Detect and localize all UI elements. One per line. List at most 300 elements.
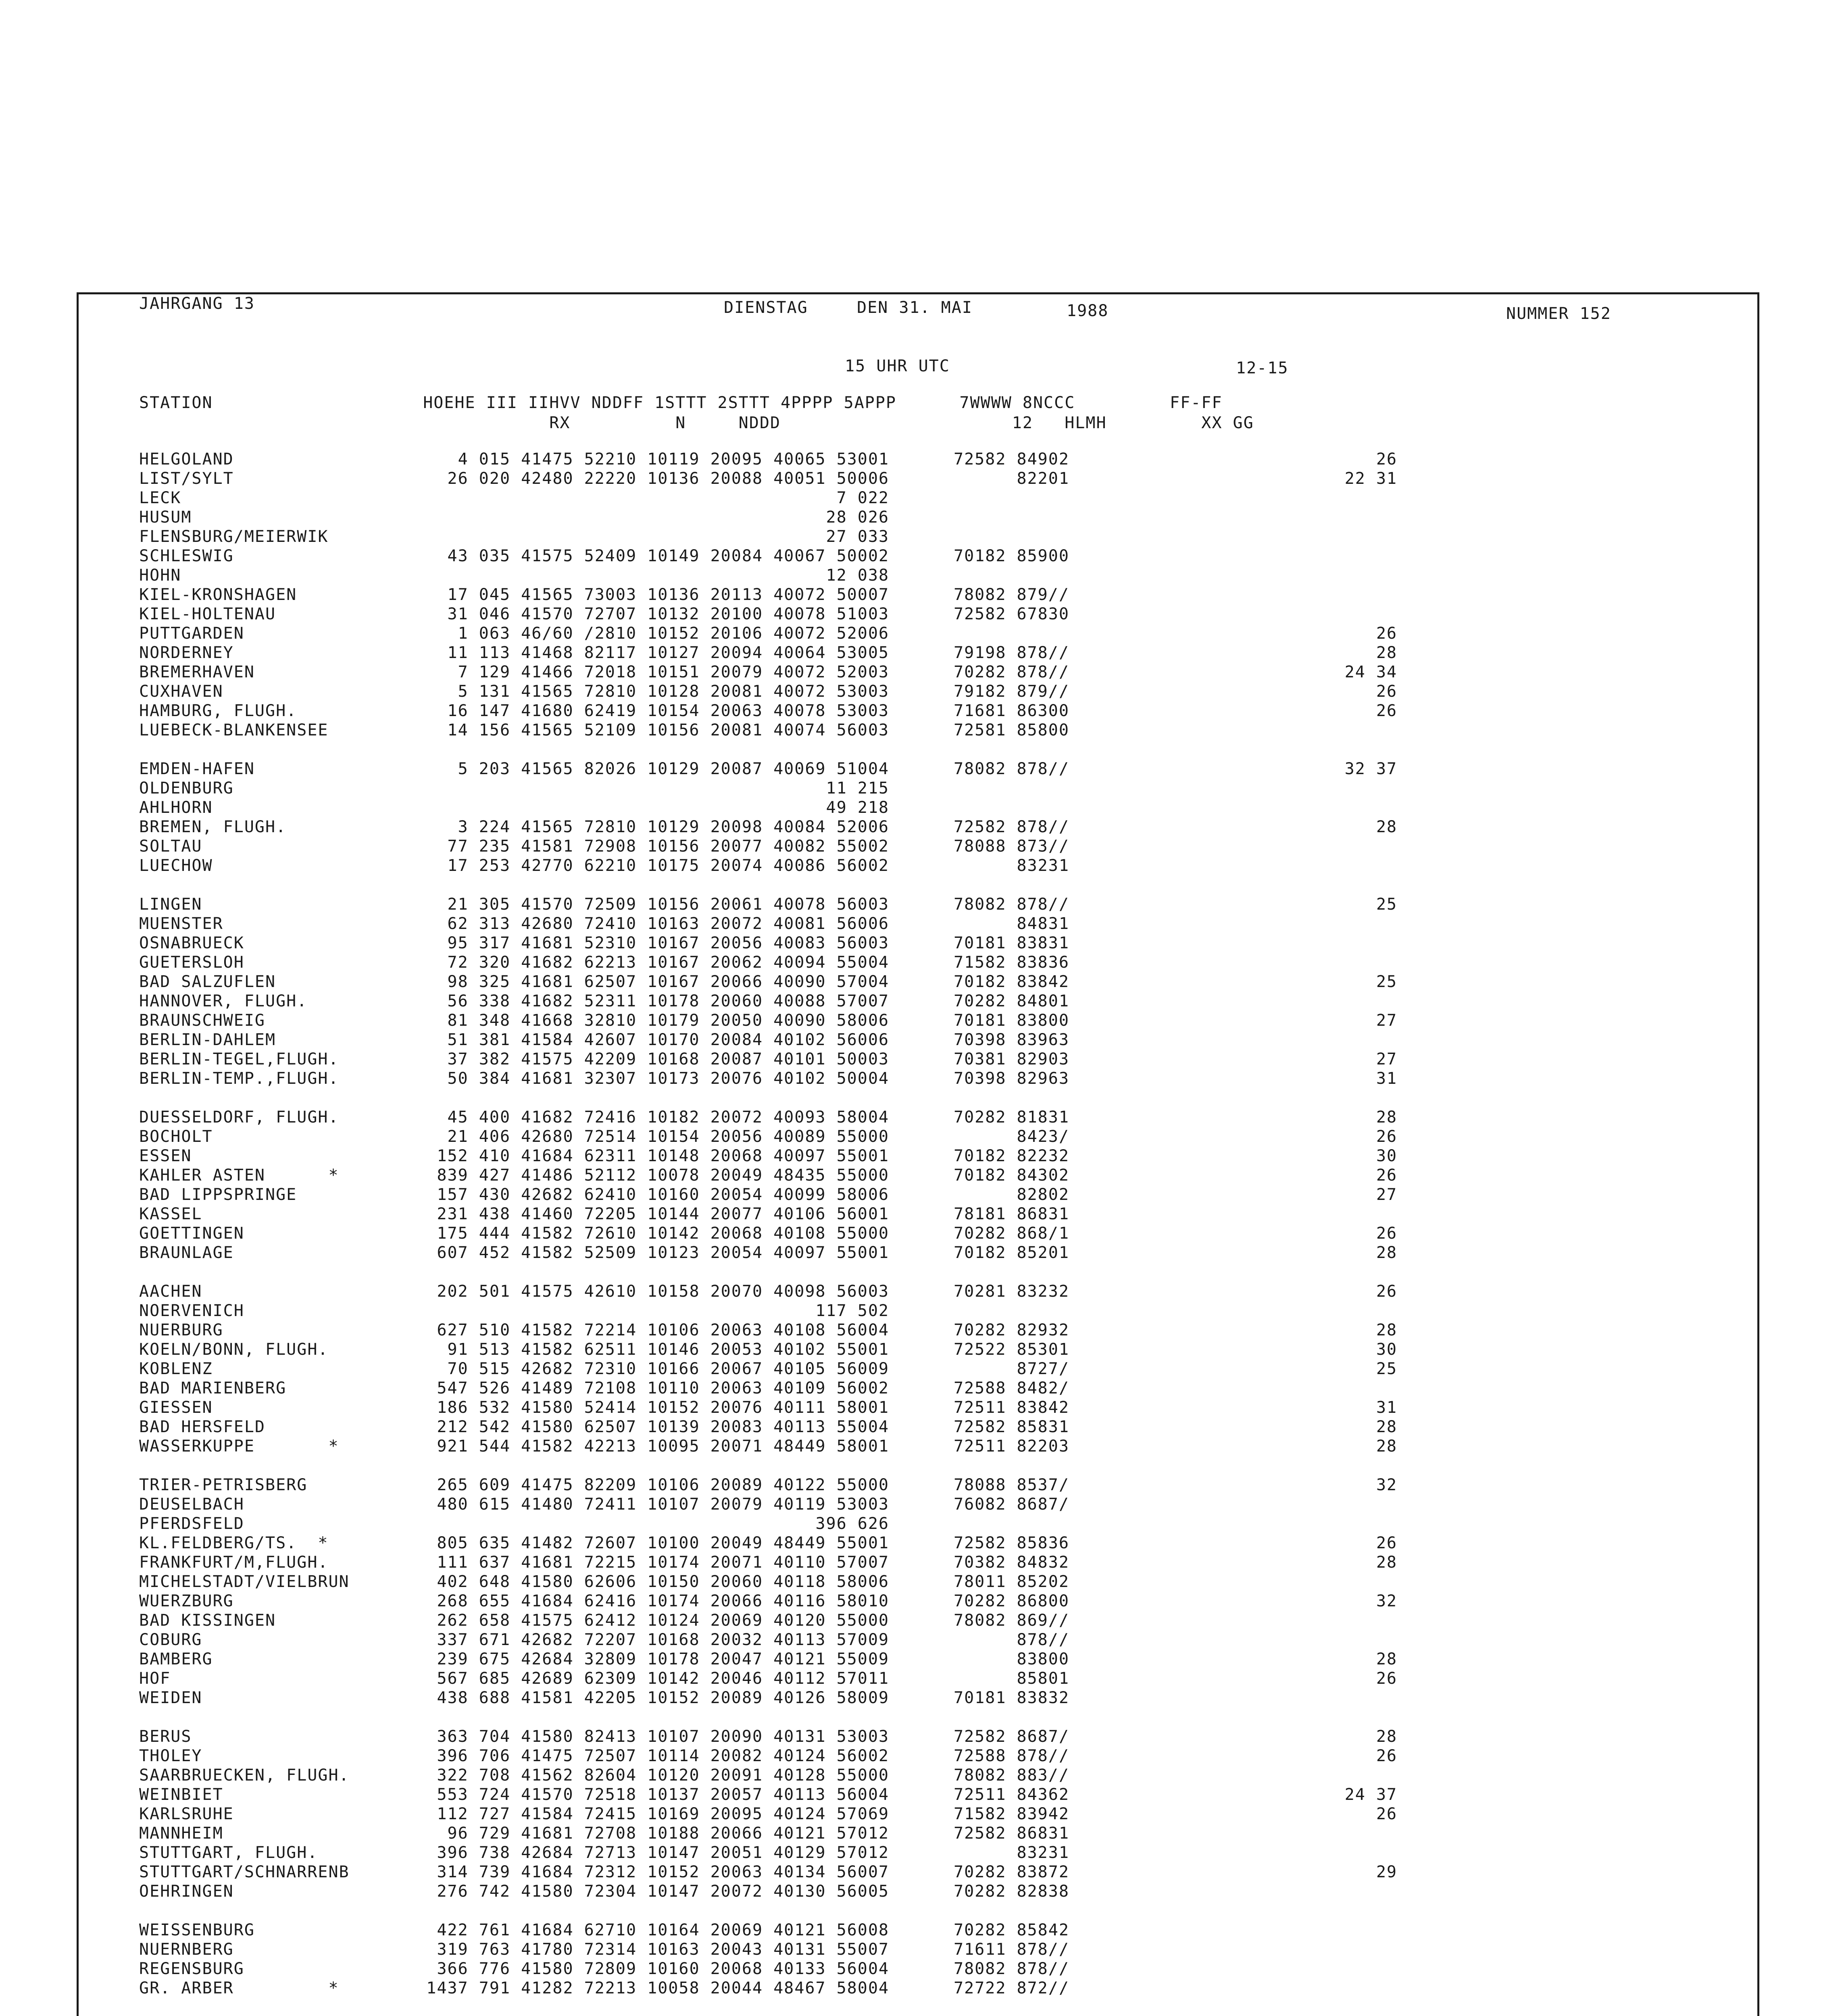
station-name: KIEL-HOLTENAU [139,605,276,623]
observation-data: 81 348 41668 32810 10179 20050 40090 58006 [447,1011,889,1030]
station-name: LUEBECK-BLANKENSEE [139,721,329,739]
group-data: 70282 86800 [954,1592,1069,1610]
gust-data: 26 [1376,702,1397,720]
observation-data: 17 045 41565 73003 10136 20113 40072 50007 [447,585,889,604]
group-data: 72582 86831 [954,1824,1069,1843]
station-name: BAD MARIENBERG [139,1379,287,1397]
station-row [139,488,1692,508]
station-name: GUETERSLOH [139,953,244,972]
gust-data: 22 31 [1344,469,1397,488]
station-row [139,1243,1692,1262]
station-name: HAMBURG, FLUGH. [139,702,297,720]
gust-data: 28 [1376,1108,1397,1127]
observation-data: 111 637 41681 72215 10174 20071 40110 57007 [437,1553,889,1572]
group-data: 70282 82932 [954,1321,1069,1339]
station-name: NUERBURG [139,1321,223,1339]
station-row [139,1688,1692,1708]
group-data: 78082 869// [954,1611,1069,1630]
group-data: 72588 8482/ [954,1379,1069,1397]
station-name: LIST/SYLT [139,469,234,488]
station-row [139,1127,1692,1146]
observation-data: 51 381 41584 42607 10170 20084 40102 56006 [447,1031,889,1049]
station-name: KIEL-KRONSHAGEN [139,585,297,604]
observation-data: 26 020 42480 22220 10136 20088 40051 50006 [447,469,889,488]
gust-data: 28 [1376,1650,1397,1668]
observation-data: 37 382 41575 42209 10168 20087 40101 50003 [447,1050,889,1068]
year: 1988 [1067,302,1109,320]
gust-data: 27 [1376,1185,1397,1204]
gust-data: 30 [1376,1147,1397,1165]
observation-data: 157 430 42682 62410 10160 20054 40099 58006 [437,1185,889,1204]
observation-data: 72 320 41682 62213 10167 20062 40094 55004 [447,953,889,972]
group-data: 84831 [954,914,1069,933]
date: DEN 31. MAI [857,298,973,317]
station-name: BAD SALZUFLEN [139,973,276,991]
station-name: BOCHOLT [139,1127,213,1146]
station-name: BERLIN-DAHLEM [139,1031,276,1049]
station-name: KASSEL [139,1205,202,1223]
station-row [139,1630,1692,1649]
station-name: BRAUNLAGE [139,1243,234,1262]
station-row [139,1824,1692,1843]
column-header-line2: RX N NDDD 12 HLMH XX GG [139,414,1254,432]
gust-data: 31 [1376,1069,1397,1088]
observation-data: 21 305 41570 72509 10156 20061 40078 56003 [447,895,889,914]
station-row [139,450,1692,469]
observation-data: 337 671 42682 72207 10168 20032 40113 57009 [437,1631,889,1649]
group-data: 70282 82838 [954,1882,1069,1901]
observation-data: 265 609 41475 82209 10106 20089 40122 55000 [437,1476,889,1494]
group-data: 878// [954,1631,1069,1649]
station-row [139,469,1692,488]
station-row [139,933,1692,953]
station-name: GIESSEN [139,1398,213,1417]
group-data: 82201 [954,469,1069,488]
group-data: 70182 85900 [954,547,1069,565]
weekday: DIENSTAG [724,298,808,317]
group-data: 71611 878// [954,1940,1069,1959]
observation-data: 314 739 41684 72312 10152 20063 40134 56007 [437,1863,889,1881]
observation-data: 567 685 42689 62309 10142 20046 40112 57011 [437,1669,889,1688]
station-name: KOELN/BONN, FLUGH. [139,1340,329,1359]
gust-data: 28 [1376,818,1397,836]
station-name: COBURG [139,1631,202,1649]
group-data: 70281 83232 [954,1282,1069,1301]
gust-data: 28 [1376,1418,1397,1436]
station-row [139,1727,1692,1746]
station-name: STUTTGART, FLUGH. [139,1843,318,1862]
station-row [139,1166,1692,1185]
station-name: LECK [139,489,181,507]
station-name: OLDENBURG [139,779,234,798]
station-row [139,1669,1692,1688]
observation-data: 921 544 41582 42213 10095 20071 48449 58001 [437,1437,889,1456]
station-row [139,1282,1692,1301]
station-row [139,721,1692,740]
observation-data: 56 338 41682 52311 10178 20060 40088 57007 [447,992,889,1010]
observation-data: 62 313 42680 72410 10163 20072 40081 56006 [447,914,889,933]
group-data: 71582 83942 [954,1805,1069,1823]
gust-data: 25 [1376,1360,1397,1378]
gust-data: 28 [1376,1437,1397,1456]
group-data: 78088 873// [954,837,1069,856]
group-data: 70182 85201 [954,1243,1069,1262]
spacer-row [139,1998,1692,2016]
observation-data: 21 406 42680 72514 10154 20056 40089 55000 [447,1127,889,1146]
station-row [139,1611,1692,1630]
group-data: 83800 [954,1650,1069,1668]
observation-data: 5 203 41565 82026 10129 20087 40069 51004 [458,760,889,778]
station-row [139,546,1692,566]
spacer-row [139,740,1692,759]
station-name: SAARBRUECKEN, FLUGH. [139,1766,350,1785]
observation-data: 319 763 41780 72314 10163 20043 40131 55007 [437,1940,889,1959]
gust-data: 26 [1376,1669,1397,1688]
group-data: 78181 86831 [954,1205,1069,1223]
group-data: 70382 84832 [954,1553,1069,1572]
station-row [139,604,1692,624]
station-name: BAD LIPPSPRINGE [139,1185,297,1204]
gust-data: 26 [1376,1224,1397,1243]
observation-data: 231 438 41460 72205 10144 20077 40106 56001 [437,1205,889,1223]
spacer-row [139,875,1692,895]
gust-data: 28 [1376,1321,1397,1339]
station-row [139,1417,1692,1437]
station-row [139,566,1692,585]
station-name: TRIER-PETRISBERG [139,1476,308,1494]
observation-data: 396 706 41475 72507 10114 20082 40124 56002 [437,1747,889,1765]
observation-data: 45 400 41682 72416 10182 20072 40093 58004 [447,1108,889,1127]
gust-data: 26 [1376,682,1397,701]
group-data: 72582 67830 [954,605,1069,623]
gust-data: 26 [1376,624,1397,643]
gust-data: 25 [1376,973,1397,991]
observation-data: 11 215 [826,779,889,798]
group-data: 70181 83832 [954,1689,1069,1707]
station-row [139,1398,1692,1417]
jahrgang: JAHRGANG 13 [139,294,255,313]
observation-data: 77 235 41581 72908 10156 20077 40082 55002 [447,837,889,856]
group-data: 70182 82232 [954,1147,1069,1165]
observation-time: 15 UHR UTC [845,357,950,375]
group-data: 72522 85301 [954,1340,1069,1359]
station-name: HUSUM [139,508,192,527]
group-data: 83231 [954,1843,1069,1862]
group-data: 8423/ [954,1127,1069,1146]
group-data: 78082 878// [954,1960,1069,1978]
station-name: BREMEN, FLUGH. [139,818,287,836]
observation-data: 50 384 41681 32307 10173 20076 40102 50004 [447,1069,889,1088]
observation-data: 91 513 41582 62511 10146 20053 40102 55001 [447,1340,889,1359]
group-data: 79182 879// [954,682,1069,701]
station-row [139,991,1692,1011]
observation-data: 3 224 41565 72810 10129 20098 40084 52006 [458,818,889,836]
station-name: MICHELSTADT/VIELBRUN [139,1572,350,1591]
station-row [139,1920,1692,1940]
station-table [139,450,1692,2016]
station-name: BAMBERG [139,1650,213,1668]
station-name: BAD KISSINGEN [139,1611,276,1630]
station-row [139,1514,1692,1533]
station-row [139,895,1692,914]
observation-data: 268 655 41684 62416 10174 20066 40116 58010 [437,1592,889,1610]
observation-data: 11 113 41468 82117 10127 20094 40064 53005 [447,644,889,662]
station-name: EMDEN-HAFEN [139,760,255,778]
station-name: AACHEN [139,1282,202,1301]
station-row [139,1050,1692,1069]
group-data: 72582 8687/ [954,1727,1069,1746]
group-data: 72581 85800 [954,721,1069,739]
gust-data: 26 [1376,1534,1397,1552]
spacer-row [139,1262,1692,1282]
station-name: PUTTGARDEN [139,624,244,643]
group-data: 72722 872// [954,1979,1069,1997]
gust-data: 29 [1376,1863,1397,1881]
observation-data: 805 635 41482 72607 10100 20049 48449 55001 [437,1534,889,1552]
gust-data: 26 [1376,450,1397,469]
observation-data: 16 147 41680 62419 10154 20063 40078 53003 [447,702,889,720]
station-row [139,701,1692,721]
station-row [139,1146,1692,1166]
station-name: FRANKFURT/M,FLUGH. [139,1553,329,1572]
station-name: GR. ARBER * [139,1979,339,1997]
station-row [139,1766,1692,1785]
observation-data: 1437 791 41282 72213 10058 20044 48467 58004 [426,1979,889,1997]
gust-data: 28 [1376,1727,1397,1746]
nummer: NUMMER 152 [1506,304,1611,323]
report-frame [77,292,1759,2016]
station-row [139,1204,1692,1224]
observation-data: 366 776 41580 72809 10160 20068 40133 56004 [437,1960,889,1978]
observation-data: 7 022 [836,489,889,507]
station-row [139,1862,1692,1882]
observation-data: 70 515 42682 72310 10166 20067 40105 56009 [447,1360,889,1378]
station-row [139,759,1692,779]
station-name: BAD HERSFELD [139,1418,265,1436]
group-data: 72582 878// [954,818,1069,836]
station-name: ESSEN [139,1147,192,1165]
station-row [139,1069,1692,1088]
group-data: 72582 85836 [954,1534,1069,1552]
group-data: 72511 82203 [954,1437,1069,1456]
group-data: 71582 83836 [954,953,1069,972]
station-row [139,1340,1692,1359]
station-row [139,1495,1692,1514]
observation-data: 396 626 [815,1514,889,1533]
gust-data: 24 37 [1344,1785,1397,1804]
observation-data: 607 452 41582 52509 10123 20054 40097 55001 [437,1243,889,1262]
group-data: 70282 84801 [954,992,1069,1010]
observation-data: 175 444 41582 72610 10142 20068 40108 55000 [437,1224,889,1243]
station-row [139,779,1692,798]
station-name: FLENSBURG/MEIERWIK [139,527,329,546]
station-row [139,1224,1692,1243]
station-name: OEHRINGEN [139,1882,234,1901]
observation-data: 117 502 [815,1302,889,1320]
observation-data: 276 742 41580 72304 10147 20072 40130 56005 [437,1882,889,1901]
observation-data: 627 510 41582 72214 10106 20063 40108 56004 [437,1321,889,1339]
gust-data: 32 [1376,1592,1397,1610]
station-row [139,1804,1692,1824]
station-name: NOERVENICH [139,1302,244,1320]
gust-data: 25 [1376,895,1397,914]
observation-data: 438 688 41581 42205 10152 20089 40126 58009 [437,1689,889,1707]
station-row [139,1979,1692,1998]
station-row [139,1572,1692,1591]
observation-data: 202 501 41575 42610 10158 20070 40098 56003 [437,1282,889,1301]
station-name: WASSERKUPPE * [139,1437,339,1456]
station-name: HOF [139,1669,171,1688]
observation-data: 262 658 41575 62412 10124 20069 40120 55000 [437,1611,889,1630]
observation-data: 363 704 41580 82413 10107 20090 40131 53003 [437,1727,889,1746]
observation-data: 402 648 41580 62606 10150 20060 40118 58006 [437,1572,889,1591]
station-row [139,1320,1692,1340]
station-name: HELGOLAND [139,450,234,469]
station-name: GOETTINGEN [139,1224,244,1243]
group-data: 83231 [954,856,1069,875]
station-name: HOHN [139,566,181,585]
observation-data: 31 046 41570 72707 10132 20100 40078 51003 [447,605,889,623]
observation-data: 49 218 [826,798,889,817]
group-data: 72511 83842 [954,1398,1069,1417]
group-data: 70381 82903 [954,1050,1069,1068]
gust-data: 32 37 [1344,760,1397,778]
group-data: 70282 868/1 [954,1224,1069,1243]
observation-data: 28 026 [826,508,889,527]
station-name: MUENSTER [139,914,223,933]
period-label: 12-15 [1236,359,1289,377]
observation-data: 152 410 41684 62311 10148 20068 40097 55001 [437,1147,889,1165]
group-data: 78082 878// [954,760,1069,778]
station-name: STUTTGART/SCHNARRENB [139,1863,350,1881]
observation-data: 212 542 41580 62507 10139 20083 40113 55004 [437,1418,889,1436]
observation-data: 14 156 41565 52109 10156 20081 40074 56003 [447,721,889,739]
station-name: SOLTAU [139,837,202,856]
group-data: 78088 8537/ [954,1476,1069,1494]
station-name: HANNOVER, FLUGH. [139,992,308,1010]
station-name: DEUSELBACH [139,1495,244,1514]
station-row [139,662,1692,682]
observation-data: 547 526 41489 72108 10110 20063 40109 56002 [437,1379,889,1397]
station-row [139,1379,1692,1398]
gust-data: 31 [1376,1398,1397,1417]
spacer-row [139,1456,1692,1475]
station-name: WEINBIET [139,1785,223,1804]
gust-data: 28 [1376,644,1397,662]
group-data: 78082 878// [954,895,1069,914]
station-name: NUERNBERG [139,1940,234,1959]
group-data: 85801 [954,1669,1069,1688]
station-row [139,1882,1692,1901]
gust-data: 26 [1376,1805,1397,1823]
station-row [139,1553,1692,1572]
station-name: LINGEN [139,895,202,914]
gust-data: 26 [1376,1747,1397,1765]
station-row [139,1940,1692,1959]
station-row [139,1301,1692,1320]
station-name: CUXHAVEN [139,682,223,701]
station-name: MANNHEIM [139,1824,223,1843]
station-row [139,1185,1692,1204]
station-row [139,624,1692,643]
gust-data: 32 [1376,1476,1397,1494]
group-data: 70182 84302 [954,1166,1069,1185]
observation-data: 12 038 [826,566,889,585]
station-row [139,1475,1692,1495]
station-row [139,1785,1692,1804]
station-name: KARLSRUHE [139,1805,234,1823]
station-name: KL.FELDBERG/TS. * [139,1534,329,1552]
group-data: 70182 83842 [954,973,1069,991]
observation-data: 480 615 41480 72411 10107 20079 40119 53003 [437,1495,889,1514]
station-row [139,1746,1692,1766]
observation-data: 17 253 42770 62210 10175 20074 40086 56002 [447,856,889,875]
group-data: 78082 883// [954,1766,1069,1785]
station-row [139,1108,1692,1127]
spacer-row [139,1088,1692,1108]
station-row [139,527,1692,546]
gust-data: 26 [1376,1282,1397,1301]
observation-data: 239 675 42684 32809 10178 20047 40121 55009 [437,1650,889,1668]
observation-data: 7 129 41466 72018 10151 20079 40072 52003 [458,663,889,681]
observation-data: 95 317 41681 52310 10167 20056 40083 56003 [447,934,889,952]
station-name: KOBLENZ [139,1360,213,1378]
observation-data: 322 708 41562 82604 10120 20091 40128 55000 [437,1766,889,1785]
group-data: 70282 83872 [954,1863,1069,1881]
station-name: WUERZBURG [139,1592,234,1610]
station-name: WEISSENBURG [139,1921,255,1939]
station-name: BERLIN-TEMP.,FLUGH. [139,1069,339,1088]
observation-data: 96 729 41681 72708 10188 20066 40121 57012 [447,1824,889,1843]
station-name: REGENSBURG [139,1960,244,1978]
station-name: LUECHOW [139,856,213,875]
station-name: THOLEY [139,1747,202,1765]
station-row [139,585,1692,604]
observation-data: 5 131 41565 72810 10128 20081 40072 53003 [458,682,889,701]
observation-data: 4 015 41475 52210 10119 20095 40065 53001 [458,450,889,469]
observation-data: 422 761 41684 62710 10164 20069 40121 56008 [437,1921,889,1939]
station-row [139,1011,1692,1030]
station-row [139,953,1692,972]
group-data: 78011 85202 [954,1572,1069,1591]
station-row [139,508,1692,527]
observation-data: 27 033 [826,527,889,546]
group-data: 78082 879// [954,585,1069,604]
group-data: 70181 83800 [954,1011,1069,1030]
observation-data: 839 427 41486 52112 10078 20049 48435 55000 [437,1166,889,1185]
station-name: BRAUNSCHWEIG [139,1011,265,1030]
station-row [139,682,1692,701]
station-row [139,1591,1692,1611]
station-name: AHLHORN [139,798,213,817]
column-header-line1: STATION HOEHE III IIHVV NDDFF 1STTT 2STTT 4PPPP 5APPP 7WWWW 8NCCC FF-FF [139,394,1223,412]
station-row [139,1843,1692,1862]
observation-data: 43 035 41575 52409 10149 20084 40067 50002 [447,547,889,565]
station-row [139,1030,1692,1050]
spacer-row [139,1901,1692,1920]
station-row [139,817,1692,837]
station-row [139,972,1692,991]
station-name: SCHLESWIG [139,547,234,565]
station-row [139,643,1692,662]
station-row [139,1649,1692,1669]
group-data: 70398 83963 [954,1031,1069,1049]
observation-data: 553 724 41570 72518 10137 20057 40113 56004 [437,1785,889,1804]
observation-data: 98 325 41681 62507 10167 20066 40090 57004 [447,973,889,991]
group-data: 70282 81831 [954,1108,1069,1127]
gust-data: 28 [1376,1243,1397,1262]
station-name: DUESSELDORF, FLUGH. [139,1108,339,1127]
